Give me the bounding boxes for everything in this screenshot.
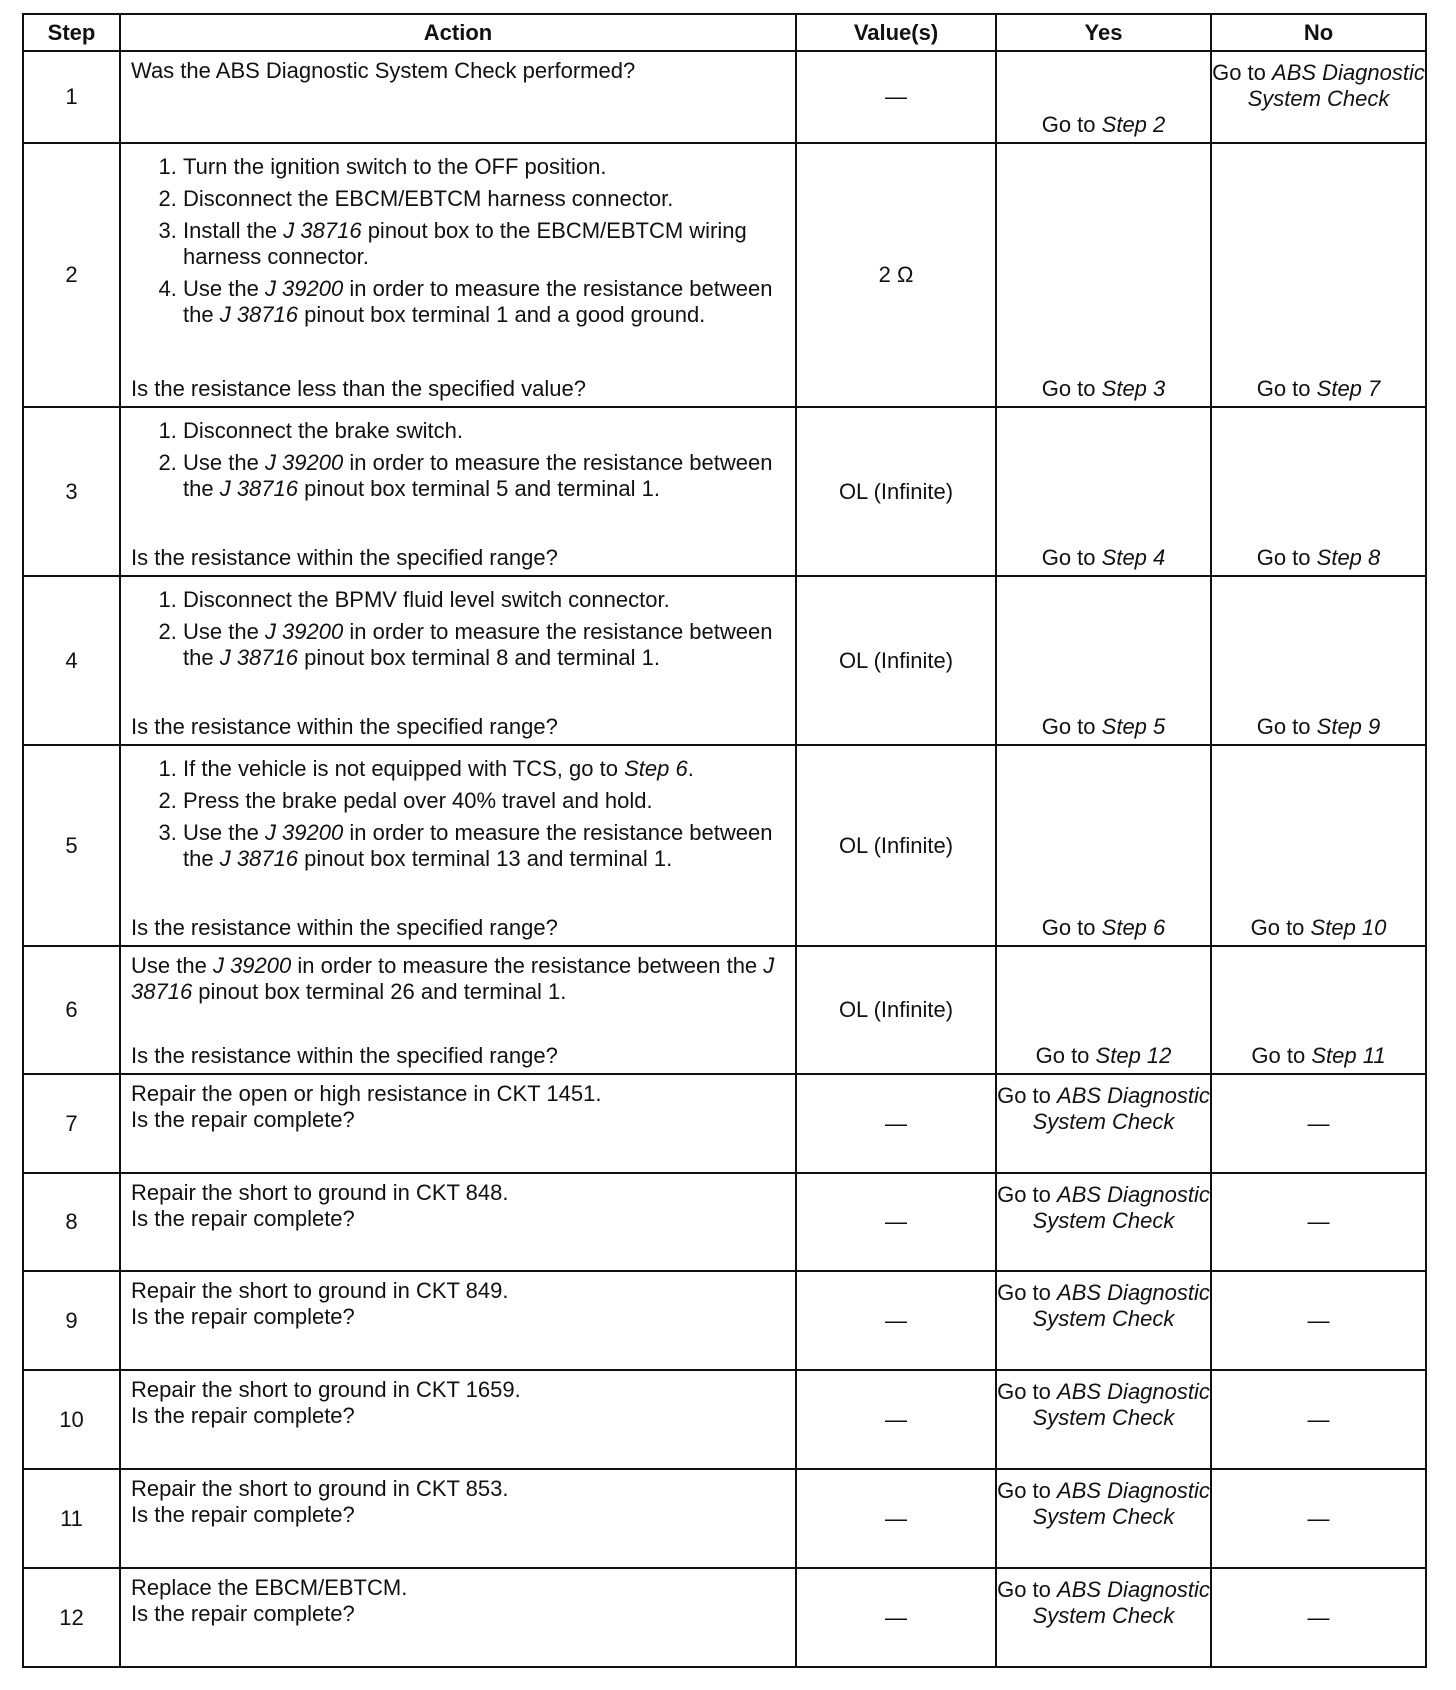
goto-target: Step 3 xyxy=(1101,376,1166,401)
goto-prefix: Go to xyxy=(1256,714,1311,739)
action-cell xyxy=(120,745,796,946)
reference-text: J 39200 xyxy=(264,820,344,845)
step-number: 8 xyxy=(23,1173,120,1271)
action-steps xyxy=(131,587,785,677)
text-segment: in order to measure the resistance between the xyxy=(183,619,773,670)
action-cell xyxy=(120,1568,796,1667)
action-text xyxy=(131,1081,785,1107)
goto-prefix: Go to xyxy=(1250,915,1305,940)
no-cell xyxy=(1211,1469,1426,1568)
table-row xyxy=(23,143,1426,407)
action-content xyxy=(131,1180,785,1266)
action-text xyxy=(131,1377,785,1403)
action-step xyxy=(183,276,785,328)
value-cell: — xyxy=(796,1568,996,1667)
text-segment: pinout box to the EBCM/EBTCM wiring harness connector. xyxy=(183,218,747,269)
action-cell xyxy=(120,1370,796,1469)
yes-cell xyxy=(996,143,1211,407)
yes-cell xyxy=(996,745,1211,946)
action-question: Is the repair complete? xyxy=(131,1107,355,1132)
yes-cell xyxy=(996,51,1211,143)
table-row xyxy=(23,1370,1426,1469)
yes-cell xyxy=(996,1568,1211,1667)
text-segment: . xyxy=(687,756,694,781)
header-values: Value(s) xyxy=(796,14,996,51)
goto-target: ABS Diagnostic System Check xyxy=(1032,1577,1210,1628)
goto-prefix: Go to xyxy=(1256,545,1311,570)
goto-prefix: Go to xyxy=(1041,112,1096,137)
action-question: Is the repair complete? xyxy=(131,1502,355,1527)
text-segment: in order to measure the resistance between the xyxy=(183,450,773,501)
goto-target: Step 12 xyxy=(1095,1043,1172,1068)
header-action: Action xyxy=(120,14,796,51)
value-cell: — xyxy=(796,51,996,143)
yes-cell xyxy=(996,576,1211,745)
table-row xyxy=(23,1271,1426,1370)
goto-target: ABS Diagnostic System Check xyxy=(1032,1280,1210,1331)
action-content xyxy=(131,58,785,138)
table-row xyxy=(23,407,1426,576)
step-number: 7 xyxy=(23,1074,120,1173)
reference-text: Step 6 xyxy=(624,756,688,781)
action-content xyxy=(131,583,785,740)
reference-text: J 38716 xyxy=(219,645,298,670)
goto-target: Step 6 xyxy=(1101,915,1166,940)
no-cell xyxy=(1211,946,1426,1074)
goto-target: ABS Diagnostic System Check xyxy=(1032,1379,1210,1430)
text-segment: If the vehicle is not equipped with TCS, go to xyxy=(183,756,625,781)
table-row xyxy=(23,745,1426,946)
goto-prefix: Go to xyxy=(1041,714,1096,739)
action-text xyxy=(131,1476,785,1502)
step-number: 11 xyxy=(23,1469,120,1568)
goto-prefix: Go to xyxy=(1256,376,1311,401)
action-text xyxy=(131,1180,785,1206)
action-content xyxy=(131,752,785,941)
goto-prefix: Go to xyxy=(997,1182,1051,1207)
text-segment: Turn the ignition switch to the OFF position. xyxy=(183,154,607,179)
action-cell xyxy=(120,1173,796,1271)
action-step xyxy=(183,154,785,180)
action-question: Is the resistance within the specified range? xyxy=(131,1043,558,1068)
no-action-dash: — xyxy=(1307,1604,1330,1630)
reference-text: J 38716 xyxy=(219,302,298,327)
action-step xyxy=(183,218,785,270)
goto-target: ABS Diagnostic System Check xyxy=(1247,60,1425,111)
reference-text: J 38716 xyxy=(131,953,775,1004)
yes-cell xyxy=(996,1469,1211,1568)
reference-text: J 39200 xyxy=(264,276,344,301)
text-segment: Repair the short to ground in CKT 849. xyxy=(131,1278,509,1303)
action-cell xyxy=(120,143,796,407)
value-cell: OL (Infinite) xyxy=(796,407,996,576)
table-row xyxy=(23,946,1426,1074)
action-cell xyxy=(120,946,796,1074)
no-cell xyxy=(1211,576,1426,745)
no-action-dash: — xyxy=(1307,1307,1330,1333)
text-segment: Use the xyxy=(183,820,265,845)
action-question: Is the repair complete? xyxy=(131,1304,355,1329)
no-cell xyxy=(1211,1173,1426,1271)
no-cell xyxy=(1211,51,1426,143)
action-content xyxy=(131,1278,785,1365)
reference-text: J 39200 xyxy=(212,953,292,978)
action-step xyxy=(183,186,785,212)
text-segment: Repair the short to ground in CKT 1659. xyxy=(131,1377,521,1402)
text-segment: in order to measure the resistance between the xyxy=(183,276,773,327)
text-segment: pinout box terminal 8 and terminal 1. xyxy=(298,645,660,670)
goto-target: Step 7 xyxy=(1316,376,1381,401)
text-segment: Was the ABS Diagnostic System Check performed? xyxy=(131,58,636,83)
no-action-dash: — xyxy=(1307,1406,1330,1432)
action-cell xyxy=(120,51,796,143)
goto-target: ABS Diagnostic System Check xyxy=(1032,1182,1210,1233)
value-cell: — xyxy=(796,1074,996,1173)
goto-prefix: Go to xyxy=(997,1478,1051,1503)
action-cell xyxy=(120,1074,796,1173)
action-question: Is the resistance within the specified range? xyxy=(131,714,558,739)
action-step xyxy=(183,450,785,502)
step-number: 12 xyxy=(23,1568,120,1667)
action-step xyxy=(183,418,785,444)
action-step xyxy=(183,788,785,814)
action-cell xyxy=(120,407,796,576)
text-segment: Disconnect the brake switch. xyxy=(183,418,464,443)
text-segment: in order to measure the resistance between the xyxy=(183,820,773,871)
text-segment: pinout box terminal 1 and a good ground. xyxy=(298,302,706,327)
no-cell xyxy=(1211,1370,1426,1469)
no-cell xyxy=(1211,745,1426,946)
no-cell xyxy=(1211,407,1426,576)
text-segment: Repair the open or high resistance in CKT 1451. xyxy=(131,1081,602,1106)
table-row xyxy=(23,576,1426,745)
text-segment: Use the xyxy=(183,450,265,475)
value-cell: — xyxy=(796,1469,996,1568)
action-content xyxy=(131,953,785,1069)
action-text xyxy=(131,58,785,84)
reference-text: J 39200 xyxy=(264,619,344,644)
goto-prefix: Go to xyxy=(997,1280,1051,1305)
goto-prefix: Go to xyxy=(1041,376,1096,401)
action-text xyxy=(131,1278,785,1304)
goto-target: Step 5 xyxy=(1101,714,1166,739)
action-steps xyxy=(131,418,785,508)
reference-text: J 38716 xyxy=(283,218,362,243)
table-row xyxy=(23,1074,1426,1173)
action-content xyxy=(131,1081,785,1168)
yes-cell xyxy=(996,946,1211,1074)
yes-cell xyxy=(996,1173,1211,1271)
goto-prefix: Go to xyxy=(997,1379,1051,1404)
yes-cell xyxy=(996,1271,1211,1370)
text-segment: pinout box terminal 5 and terminal 1. xyxy=(298,476,660,501)
action-step xyxy=(183,619,785,671)
action-question: Is the repair complete? xyxy=(131,1601,355,1626)
value-cell: OL (Infinite) xyxy=(796,745,996,946)
goto-prefix: Go to xyxy=(1212,60,1266,85)
table-row xyxy=(23,51,1426,143)
diagnostic-table xyxy=(22,13,1427,1668)
goto-target: Step 9 xyxy=(1316,714,1381,739)
action-cell xyxy=(120,576,796,745)
goto-prefix: Go to xyxy=(1251,1043,1306,1068)
no-cell xyxy=(1211,1074,1426,1173)
text-segment: Install the xyxy=(183,218,284,243)
action-content xyxy=(131,1377,785,1464)
no-action-dash: — xyxy=(1307,1110,1330,1136)
step-number: 9 xyxy=(23,1271,120,1370)
goto-target: Step 2 xyxy=(1101,112,1166,137)
goto-target: Step 10 xyxy=(1310,915,1387,940)
value-cell: OL (Infinite) xyxy=(796,946,996,1074)
text-segment: Disconnect the EBCM/EBTCM harness connector. xyxy=(183,186,674,211)
goto-target: ABS Diagnostic System Check xyxy=(1032,1478,1210,1529)
action-text xyxy=(131,953,785,1005)
goto-prefix: Go to xyxy=(1035,1043,1090,1068)
step-number: 1 xyxy=(23,51,120,143)
table-row xyxy=(23,1173,1426,1271)
yes-cell xyxy=(996,1370,1211,1469)
step-number: 4 xyxy=(23,576,120,745)
text-segment: Repair the short to ground in CKT 853. xyxy=(131,1476,509,1501)
action-step xyxy=(183,820,785,872)
goto-target: Step 8 xyxy=(1316,545,1381,570)
text-segment: Repair the short to ground in CKT 848. xyxy=(131,1180,509,1205)
action-content xyxy=(131,414,785,571)
value-cell: 2 Ω xyxy=(796,143,996,407)
reference-text: J 39200 xyxy=(264,450,344,475)
no-cell xyxy=(1211,1271,1426,1370)
step-number: 2 xyxy=(23,143,120,407)
text-segment: pinout box terminal 26 and terminal 1. xyxy=(192,979,567,1004)
action-question: Is the resistance within the specified range? xyxy=(131,545,558,570)
action-content xyxy=(131,1476,785,1563)
action-question: Is the resistance less than the specified value? xyxy=(131,376,586,401)
yes-cell xyxy=(996,1074,1211,1173)
action-question: Is the repair complete? xyxy=(131,1206,355,1231)
header-row xyxy=(23,14,1426,51)
value-cell: — xyxy=(796,1173,996,1271)
reference-text: J 38716 xyxy=(219,476,298,501)
no-cell xyxy=(1211,1568,1426,1667)
goto-prefix: Go to xyxy=(1041,915,1096,940)
text-segment: Press the brake pedal over 40% travel and hold. xyxy=(183,788,653,813)
goto-prefix: Go to xyxy=(997,1577,1051,1602)
yes-cell xyxy=(996,407,1211,576)
text-segment: in order to measure the resistance between the xyxy=(291,953,764,978)
text-segment: pinout box terminal 13 and terminal 1. xyxy=(298,846,673,871)
table-row xyxy=(23,1568,1426,1667)
header-step: Step xyxy=(23,14,120,51)
action-question: Is the repair complete? xyxy=(131,1403,355,1428)
action-steps xyxy=(131,756,785,878)
goto-prefix: Go to xyxy=(997,1083,1051,1108)
step-number: 5 xyxy=(23,745,120,946)
action-cell xyxy=(120,1469,796,1568)
action-question: Is the resistance within the specified range? xyxy=(131,915,558,940)
goto-target: Step 4 xyxy=(1101,545,1166,570)
text-segment: Replace the EBCM/EBTCM. xyxy=(131,1575,408,1600)
text-segment: Disconnect the BPMV fluid level switch connector. xyxy=(183,587,670,612)
no-cell xyxy=(1211,143,1426,407)
no-action-dash: — xyxy=(1307,1505,1330,1531)
action-text xyxy=(131,1575,785,1601)
action-step xyxy=(183,756,785,782)
value-cell: OL (Infinite) xyxy=(796,576,996,745)
text-segment: Use the xyxy=(183,619,265,644)
action-content xyxy=(131,150,785,402)
text-segment: Use the xyxy=(183,276,265,301)
action-content xyxy=(131,1575,785,1662)
step-number: 6 xyxy=(23,946,120,1074)
no-action-dash: — xyxy=(1307,1209,1330,1234)
goto-target: Step 11 xyxy=(1311,1043,1386,1068)
text-segment: Use the xyxy=(131,953,213,978)
goto-prefix: Go to xyxy=(1041,545,1096,570)
action-step xyxy=(183,587,785,613)
step-number: 3 xyxy=(23,407,120,576)
reference-text: J 38716 xyxy=(219,846,298,871)
value-cell: — xyxy=(796,1370,996,1469)
action-cell xyxy=(120,1271,796,1370)
value-cell: — xyxy=(796,1271,996,1370)
header-no: No xyxy=(1211,14,1426,51)
step-number: 10 xyxy=(23,1370,120,1469)
header-yes: Yes xyxy=(996,14,1211,51)
action-steps xyxy=(131,154,785,334)
table-body xyxy=(23,51,1426,1667)
table-row xyxy=(23,1469,1426,1568)
goto-target: ABS Diagnostic System Check xyxy=(1032,1083,1210,1134)
